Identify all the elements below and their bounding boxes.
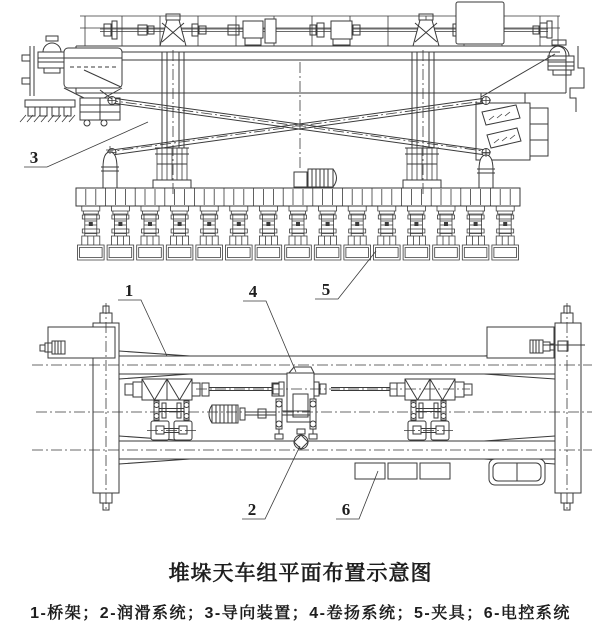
plan-end-truck-right — [555, 306, 581, 510]
clamp-row — [78, 188, 519, 260]
end-truck-right-elevation — [476, 40, 584, 160]
callout-4-hoist-system: 4 — [248, 282, 258, 301]
callout-6-electric-control: 6 — [341, 500, 351, 519]
pulley-cage-right — [411, 401, 446, 420]
callout-3-guide-device: 3 — [29, 148, 39, 167]
roof-cabinet — [456, 2, 504, 44]
lubrication-pump — [294, 429, 308, 449]
gearbox-left — [125, 379, 200, 400]
platform-bottom-right — [489, 459, 545, 485]
gearbox-right — [397, 379, 472, 400]
elevation-view — [20, 2, 584, 260]
diagram-legend: 1-桥架；2-润滑系统；3-导向装置；4-卷扬系统；5-夹具；6-电控系统 — [30, 605, 571, 622]
trolley-pads-left — [147, 421, 197, 440]
pulley-cage-left — [154, 401, 189, 420]
clamp-unit-pins — [89, 222, 507, 226]
guide-device-box — [64, 48, 122, 126]
lifting-beam — [76, 188, 520, 206]
plan-view — [32, 303, 592, 512]
callout-2-lubrication: 2 — [247, 500, 257, 519]
callout-5-clamp: 5 — [321, 280, 331, 299]
hoist-motor-plan — [209, 405, 276, 423]
electric-control-boxes — [355, 463, 450, 479]
callout-1-bridge: 1 — [124, 281, 134, 300]
travel-motor-left — [40, 341, 65, 354]
mast-right — [403, 52, 441, 188]
rope-tower-left — [160, 14, 186, 46]
bridge-girder — [76, 46, 566, 93]
mast-left — [153, 52, 191, 188]
beam-motor — [294, 169, 337, 187]
diagram-title: 堆垛天车组平面布置示意图 — [168, 562, 433, 585]
trolley-pads-right — [404, 421, 454, 440]
